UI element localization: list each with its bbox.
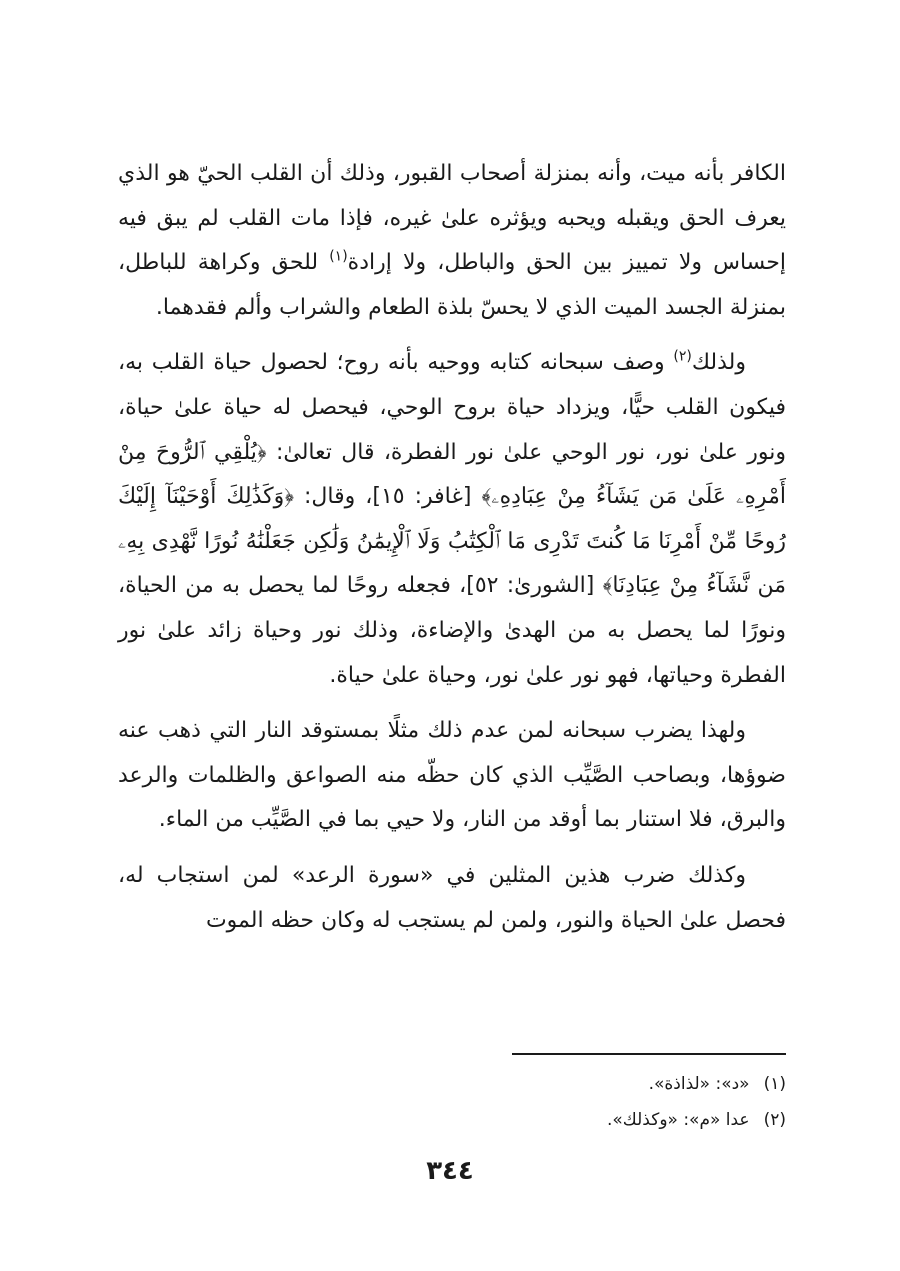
paragraph-2-lead: ولذلك bbox=[691, 350, 746, 376]
paragraph-1 bbox=[118, 152, 786, 330]
paragraph-2 bbox=[118, 341, 786, 698]
paragraph-4: وكذلك ضرب هذين المثلين في «سورة الرعد» لمن استجاب له، فحصل علىٰ الحياة والنور، ولمن لم يستجب له وكان حظه الموت bbox=[118, 862, 786, 933]
paragraph-2-text: وصف سبحانه كتابه ووحيه بأنه روح؛ لحصول حياة القلب به، فيكون القلب حيًّا، ويزداد حياة بروح الوحي، فيحصل له حياة علىٰ حياة، ونور علىٰ نور، نور الوحي علىٰ نور الفطرة، قال تعالىٰ: bbox=[118, 350, 786, 465]
citation-shura: [الشورىٰ: ٥٢]، فجعله روحًا لما يحصل به من الحياة، ونورًا لما يحصل به من الهدىٰ والإضاءة، وذلك نور وحياة زائد علىٰ نور الفطرة وحياتها، فهو نور علىٰ نور، وحياة علىٰ حياة. bbox=[118, 573, 786, 688]
paragraph-1-text: الكافر بأنه ميت، وأنه بمنزلة أصحاب القبور، وذلك أن القلب الحيّ هو الذي يعرف الحق ويقبله ويحبه ويؤثره علىٰ غيره، فإذا مات القلب لم يبق فيه إحساس ولا تمييز بين الحق والباطل، ولا إرادة bbox=[118, 161, 787, 276]
body-text bbox=[118, 152, 786, 943]
paragraph-3: ولهذا يضرب سبحانه لمن عدم ذلك مثلًا بمستوقد النار التي ذهب عنه ضوؤها، وبصاحب الصَّيِّب الذي كان حظّه منه الصواعق والظلمات والرعد والبرق، فلا استنار بما أوقد من النار، ولا حيي بما في الصَّيِّب من الماء. bbox=[118, 718, 786, 833]
footnote-2 bbox=[118, 1102, 786, 1138]
citation-ghafir: [غافر: ١٥]، وقال: bbox=[293, 484, 482, 510]
footnote-1 bbox=[118, 1066, 786, 1102]
footnote-1-number: (١) bbox=[763, 1074, 786, 1094]
footnote-ref-2[interactable]: (٢) bbox=[673, 349, 692, 366]
quran-verse-ghafir: ﴿يُلْقِي ٱلرُّوحَ مِنْ أَمْرِهِۦ عَلَىٰ مَن يَشَآءُ مِنْ عِبَادِهِۦ﴾ bbox=[118, 439, 786, 510]
footnote-2-number: (٢) bbox=[763, 1110, 786, 1130]
quran-verse-shura: ﴿وَكَذَٰلِكَ أَوْحَيْنَآ إِلَيْكَ رُوحًا مِّنْ أَمْرِنَا مَا كُنتَ تَدْرِى مَا ٱلْكِتَٰبُ وَلَا ٱلْإِيمَٰنُ وَلَٰكِن جَعَلْنَٰهُ نُورًا نَّهْدِى بِهِۦ مَن نَّشَآءُ مِنْ عِبَادِنَا﴾ bbox=[118, 484, 786, 599]
page-number: ٣٤٤ bbox=[426, 1156, 474, 1186]
footnote-2-text: عدا «م»: «وكذلك». bbox=[606, 1110, 750, 1130]
footnotes bbox=[118, 1066, 786, 1138]
footnote-separator bbox=[512, 1053, 786, 1055]
footnote-1-text: «د»: «لذاذة». bbox=[648, 1074, 750, 1094]
paragraph-1-text-cont: للحق وكراهة للباطل، بمنزلة الجسد الميت الذي لا يحسّ بلذة الطعام والشراب وألم فقدهما. bbox=[118, 250, 786, 320]
footnote-ref-1[interactable]: (١) bbox=[329, 248, 348, 265]
